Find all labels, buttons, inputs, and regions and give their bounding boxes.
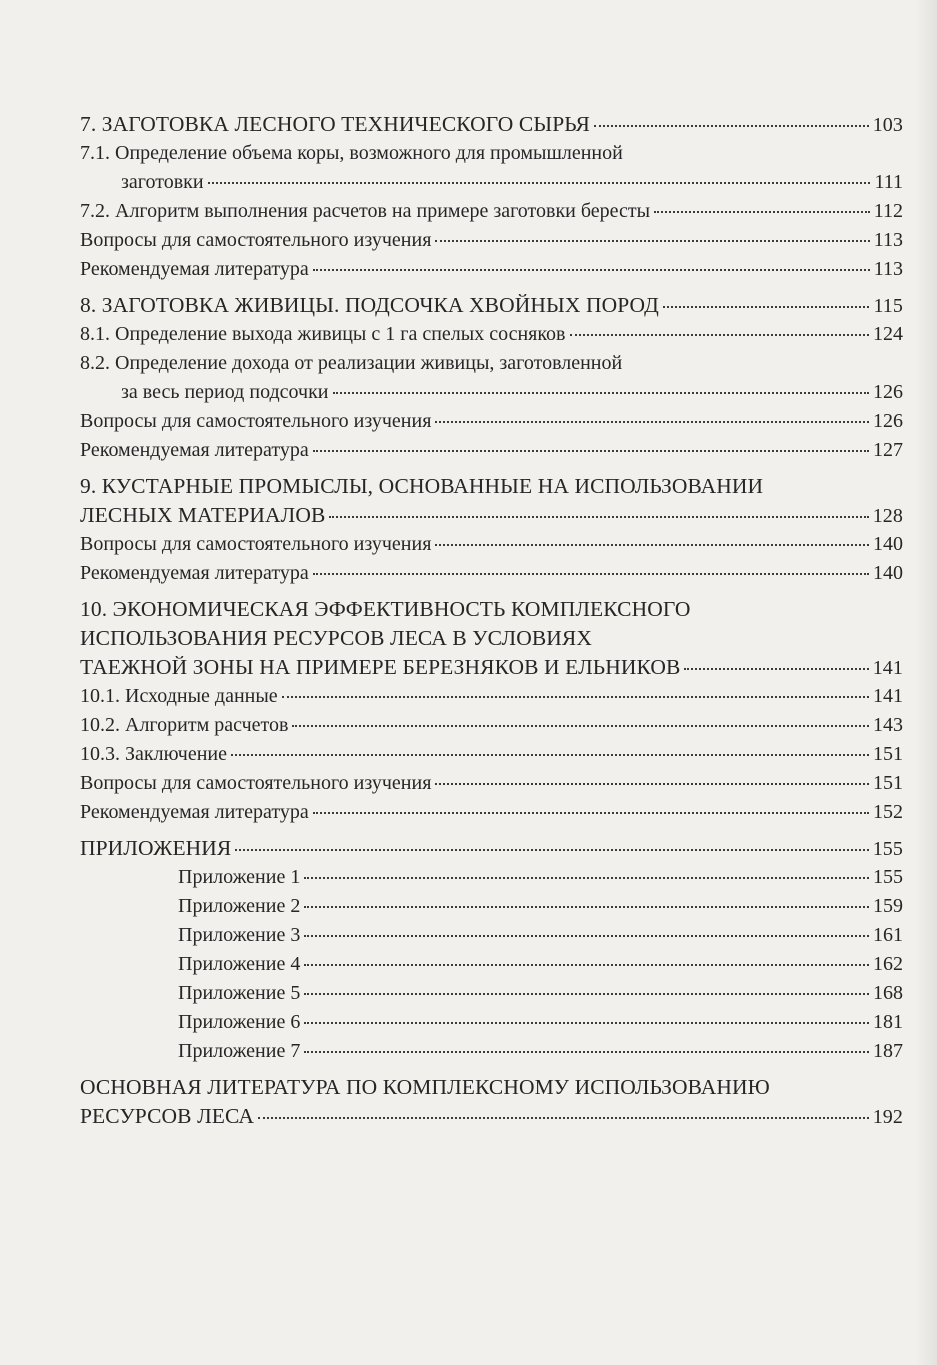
dot-leader <box>258 1117 869 1119</box>
page-number: 155 <box>873 866 903 888</box>
toc-entry-text: ТАЕЖНОЙ ЗОНЫ НА ПРИМЕРЕ БЕРЕЗНЯКОВ И ЕЛЬНИКОВ <box>80 655 681 679</box>
toc-entry <box>80 530 903 559</box>
toc-entry <box>80 255 903 284</box>
toc-appendix-entry <box>80 1037 903 1066</box>
toc-entry-text: заготовки <box>121 171 204 193</box>
dot-leader <box>304 935 869 937</box>
page-number: 151 <box>873 743 903 765</box>
toc-entry-text: 10. ЭКОНОМИЧЕСКАЯ ЭФФЕКТИВНОСТЬ КОМПЛЕКСНОГО <box>80 597 691 621</box>
dot-leader <box>435 240 869 242</box>
page-number: 168 <box>873 982 903 1004</box>
toc-entry-text: Рекомендуемая литература <box>80 562 309 584</box>
page-number: 187 <box>873 1040 903 1062</box>
page-number: 112 <box>873 200 903 222</box>
toc-entry <box>80 436 903 465</box>
toc-entry-text: 9. КУСТАРНЫЕ ПРОМЫСЛЫ, ОСНОВАННЫЕ НА ИСПОЛЬЗОВАНИИ <box>80 474 764 498</box>
dot-leader <box>304 1022 869 1024</box>
toc-entry <box>80 769 903 798</box>
page-number: 140 <box>873 562 903 584</box>
dot-leader <box>304 877 869 879</box>
dot-leader <box>235 849 868 851</box>
page-number: 115 <box>873 295 903 317</box>
toc-entry-text: 7. ЗАГОТОВКА ЛЕСНОГО ТЕХНИЧЕСКОГО СЫРЬЯ <box>80 112 590 136</box>
toc-entry <box>80 349 903 407</box>
toc-entry <box>80 740 903 769</box>
toc-section-7 <box>80 110 903 284</box>
toc-appendix-entry <box>80 921 903 950</box>
page-number: 113 <box>873 258 903 280</box>
dot-leader <box>208 182 871 184</box>
toc-entry-text: Приложение 7 <box>178 1040 301 1062</box>
toc-entry-text: 10.1. Исходные данные <box>80 685 278 707</box>
toc-entry-text: Приложение 4 <box>178 953 301 975</box>
dot-leader <box>304 1051 869 1053</box>
dot-leader <box>304 964 869 966</box>
toc-entry-text: Приложение 1 <box>178 866 301 888</box>
dot-leader <box>684 668 868 670</box>
toc-entry-text: 10.2. Алгоритм расчетов <box>80 714 289 736</box>
toc-entry-text: Вопросы для самостоятельного изучения <box>80 772 432 794</box>
page-number: 124 <box>873 323 903 345</box>
page-number: 128 <box>872 505 903 527</box>
toc-chapter-entry <box>80 595 903 682</box>
toc-entry <box>80 407 903 436</box>
toc-entry-text: 8. ЗАГОТОВКА ЖИВИЦЫ. ПОДСОЧКА ХВОЙНЫХ ПОРОД <box>80 293 659 317</box>
page-number: 152 <box>873 801 903 823</box>
page-edge-shadow <box>915 0 937 1365</box>
page-number: 127 <box>873 439 903 461</box>
toc-chapter-entry <box>80 1073 903 1131</box>
toc-chapter-entry <box>80 110 903 139</box>
toc-entry <box>80 226 903 255</box>
toc-entry-text: Приложение 3 <box>178 924 301 946</box>
toc-chapter-entry <box>80 291 903 320</box>
page-number: 151 <box>873 772 903 794</box>
toc-section-8 <box>80 291 903 465</box>
toc-section-app <box>80 834 903 1066</box>
toc-entry-text: Приложение 6 <box>178 1011 301 1033</box>
dot-leader <box>313 812 869 814</box>
page-number: 143 <box>873 714 903 736</box>
page-number: 140 <box>873 533 903 555</box>
toc-entry-text: за весь период подсочки <box>121 381 329 403</box>
toc-entry-text: Рекомендуемая литература <box>80 801 309 823</box>
dot-leader <box>435 421 869 423</box>
page-number: 161 <box>873 924 903 946</box>
toc-entry-text: Приложение 5 <box>178 982 301 1004</box>
toc-entry-text: Рекомендуемая литература <box>80 258 309 280</box>
dot-leader <box>313 450 869 452</box>
dot-leader <box>313 269 870 271</box>
toc-chapter-entry <box>80 834 903 863</box>
dot-leader <box>282 696 869 698</box>
toc-entry <box>80 711 903 740</box>
toc-entry-text: 7.2. Алгоритм выполнения расчетов на примере заготовки бересты <box>80 200 651 222</box>
dot-leader <box>333 392 870 394</box>
dot-leader <box>663 306 870 308</box>
toc-entry <box>80 320 903 349</box>
page-number: 141 <box>873 685 903 707</box>
toc-chapter-entry <box>80 472 903 530</box>
dot-leader <box>329 516 868 518</box>
table-of-contents <box>80 110 903 1131</box>
dot-leader <box>570 334 870 336</box>
dot-leader <box>594 125 869 127</box>
toc-entry-text: Рекомендуемая литература <box>80 439 309 461</box>
page-number: 103 <box>872 114 903 136</box>
toc-appendix-entry <box>80 979 903 1008</box>
dot-leader <box>304 993 869 995</box>
toc-entry-text: Вопросы для самостоятельного изучения <box>80 533 432 555</box>
toc-appendix-entry <box>80 950 903 979</box>
toc-appendix-entry <box>80 892 903 921</box>
dot-leader <box>313 573 869 575</box>
toc-entry <box>80 798 903 827</box>
toc-appendix-entry <box>80 863 903 892</box>
toc-entry-text: ЛЕСНЫХ МАТЕРИАЛОВ <box>80 503 326 527</box>
toc-section-lit <box>80 1073 903 1131</box>
dot-leader <box>231 754 869 756</box>
toc-entry-text: РЕСУРСОВ ЛЕСА <box>80 1104 254 1128</box>
toc-entry-text: ПРИЛОЖЕНИЯ <box>80 836 232 860</box>
toc-entry <box>80 197 903 226</box>
toc-entry-text: 10.3. Заключение <box>80 743 227 765</box>
page-number: 141 <box>872 657 903 679</box>
toc-section-9 <box>80 472 903 588</box>
page-number: 126 <box>873 381 903 403</box>
toc-entry-text: Вопросы для самостоятельного изучения <box>80 410 432 432</box>
page-number: 192 <box>872 1106 903 1128</box>
toc-entry-text: 8.2. Определение дохода от реализации живицы, заготовленной <box>80 352 623 374</box>
toc-entry-text: 7.1. Определение объема коры, возможного для промышленной <box>80 142 623 164</box>
toc-entry <box>80 682 903 711</box>
toc-entry <box>80 559 903 588</box>
toc-entry-text: ОСНОВНАЯ ЛИТЕРАТУРА ПО КОМПЛЕКСНОМУ ИСПОЛЬЗОВАНИЮ <box>80 1075 770 1099</box>
toc-entry <box>80 139 903 197</box>
dot-leader <box>435 783 869 785</box>
page-number: 159 <box>873 895 903 917</box>
page-number: 162 <box>873 953 903 975</box>
toc-section-10 <box>80 595 903 827</box>
toc-entry-text: Вопросы для самостоятельного изучения <box>80 229 432 251</box>
toc-entry-text: Приложение 2 <box>178 895 301 917</box>
page-number: 155 <box>872 838 903 860</box>
dot-leader <box>292 725 869 727</box>
dot-leader <box>435 544 869 546</box>
page-number: 111 <box>874 171 903 193</box>
page-number: 113 <box>873 229 903 251</box>
page-number: 126 <box>873 410 903 432</box>
toc-entry-text: 8.1. Определение выхода живицы с 1 га спелых сосняков <box>80 323 566 345</box>
dot-leader <box>654 211 870 213</box>
toc-appendix-entry <box>80 1008 903 1037</box>
dot-leader <box>304 906 869 908</box>
page-number: 181 <box>873 1011 903 1033</box>
toc-entry-text: ИСПОЛЬЗОВАНИЯ РЕСУРСОВ ЛЕСА В УСЛОВИЯХ <box>80 626 592 650</box>
